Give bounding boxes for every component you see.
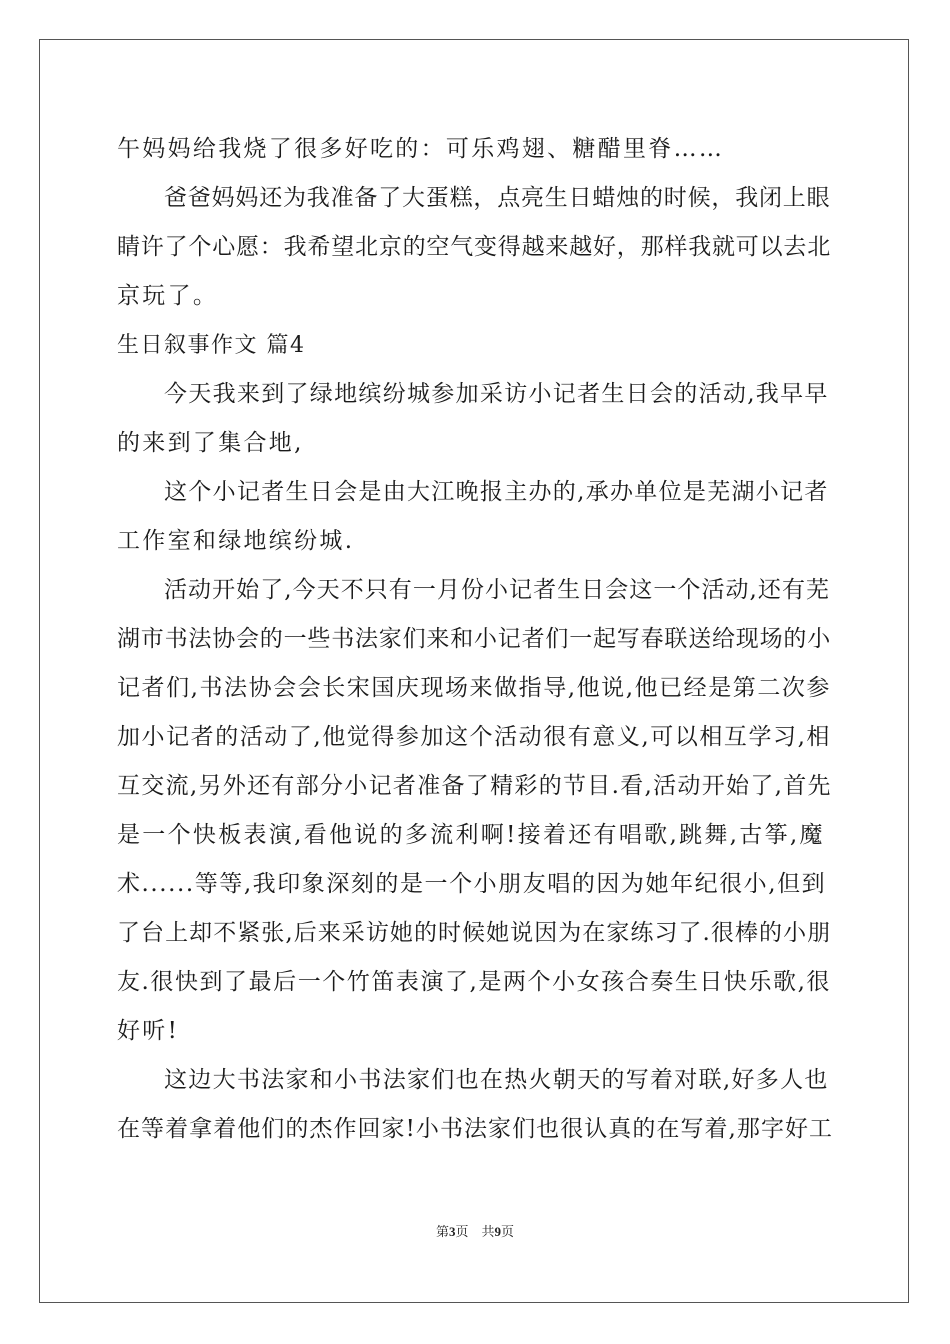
text-line: 好听! xyxy=(117,1018,180,1044)
document-body xyxy=(117,125,833,1154)
page-prefix: 第 xyxy=(435,1224,449,1239)
text-line: 了台上却不紧张,后来采访她的时候她说因为在家练习了.很棒的小朋 xyxy=(117,920,832,946)
text-line: 记者们,书法协会会长宋国庆现场来做指导,他说,他已经是第二次参 xyxy=(117,675,831,701)
text-line: 是一个快板表演,看他说的多流利啊!接着还有唱歌,跳舞,古筝,魔 xyxy=(117,822,825,848)
page-total: 9 xyxy=(494,1224,501,1239)
text-line: 京玩了。 xyxy=(117,283,219,309)
page-current: 3 xyxy=(448,1224,456,1239)
page-mid: 页 共 xyxy=(455,1224,495,1239)
text-line: 湖市书法协会的一些书法家们来和小记者们一起写春联送给现场的小 xyxy=(117,626,831,652)
text-line: 友.很快到了最后一个竹笛表演了,是两个小女孩合奏生日快乐歌,很 xyxy=(117,969,831,995)
text-line: 爸爸妈妈还为我准备了大蛋糕，点亮生日蜡烛的时候，我闭上眼 xyxy=(164,185,831,211)
text-line: 活动开始了,今天不只有一月份小记者生日会这一个活动,还有芜 xyxy=(164,577,831,603)
text-line: 这边大书法家和小书法家们也在热火朝天的写着对联,好多人也 xyxy=(164,1067,829,1093)
text-line: 的来到了集合地, xyxy=(117,430,304,456)
text-line: 午妈妈给我烧了很多好吃的：可乐鸡翅、糖醋里脊…… xyxy=(117,136,725,162)
text-line: 工作室和绿地缤纷城. xyxy=(117,528,355,554)
page-footer xyxy=(0,1221,950,1240)
text-line: 今天我来到了绿地缤纷城参加采访小记者生日会的活动,我早早 xyxy=(164,381,829,407)
text-line: 互交流,另外还有部分小记者准备了精彩的节目.看,活动开始了,首先 xyxy=(117,773,832,799)
text-line: 术......等等,我印象深刻的是一个小朋友唱的因为她年纪很小,但到 xyxy=(117,871,827,897)
text-line: 这个小记者生日会是由大江晚报主办的,承办单位是芜湖小记者 xyxy=(164,479,829,505)
text-line: 加小记者的活动了,他觉得参加这个活动很有意义,可以相互学习,相 xyxy=(117,724,831,750)
text-line: 在等着拿着他们的杰作回家!小书法家们也很认真的在写着,那字好工 xyxy=(117,1116,834,1142)
section-heading: 生日叙事作文 篇4 xyxy=(117,333,306,358)
page-suffix: 页 xyxy=(501,1224,515,1239)
text-line: 睛许了个心愿：我希望北京的空气变得越来越好，那样我就可以去北 xyxy=(117,234,831,260)
